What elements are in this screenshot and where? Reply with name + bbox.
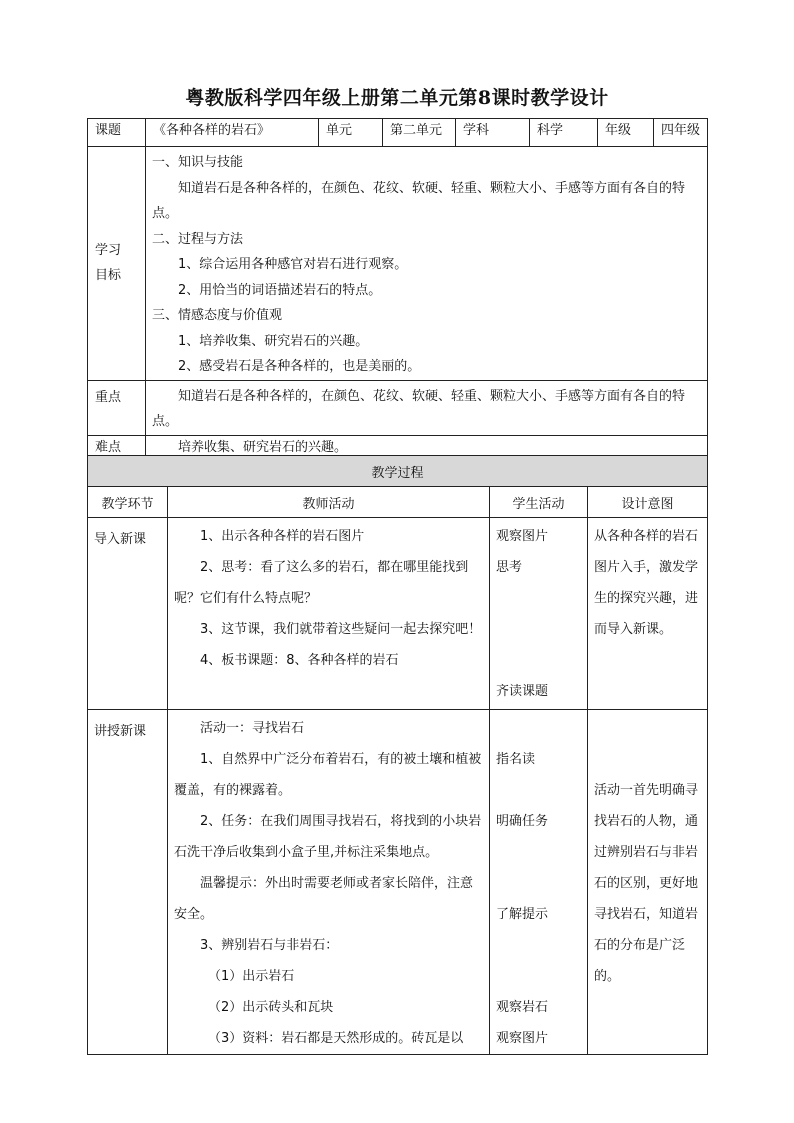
- objective-section-2-item-2: 2、用恰当的词语描述岩石的特点。: [178, 282, 382, 298]
- objective-section-3-title: 三、情感态度与价值观: [152, 308, 283, 323]
- key-point-row: [88, 380, 708, 435]
- teach-teacher-2: 2、任务：在我们周围寻找岩石，将找到的小块岩石洗干净后收集到小盒子里,并标注采集地点。: [174, 814, 482, 860]
- process-header-row: [88, 487, 708, 518]
- col-stage-header: 教学环节: [88, 487, 168, 518]
- key-point-text: 知道岩石是各种各样的，在颜色、花纹、软硬、轻重、颗粒大小、手感等方面有各自的特点。: [152, 388, 686, 429]
- intro-teacher-4: 4、板书课题：8、各种各样的岩石: [200, 653, 399, 668]
- teach-teacher-7: （3）资料：岩石都是天然形成的。砖瓦是以: [208, 1031, 464, 1046]
- unit-value: 第二单元: [390, 123, 443, 138]
- teach-teacher-6: （2）出示砖头和瓦块: [208, 1000, 334, 1015]
- col-student-header: 学生活动: [490, 487, 588, 518]
- teach-intent: 活动一首先明确寻找岩石的人物，通过辨别岩石与非岩石的区别，更好地寻找岩石，知道岩石的分布是广泛的。: [594, 783, 699, 984]
- objective-section-2-title: 二、过程与方法: [152, 231, 244, 247]
- difficulty-text: 培养收集、研究岩石的兴趣。: [178, 439, 348, 455]
- intro-student-3: 齐读课题: [496, 684, 549, 699]
- intro-student-1: 观察图片: [496, 529, 549, 544]
- teach-student-1: 指名读: [496, 752, 536, 767]
- teach-student-3: 了解提示: [496, 907, 549, 922]
- objective-section-3-item-2: 2、感受岩石是各种各样的，也是美丽的。: [178, 359, 421, 374]
- teach-teacher-5: （1）出示岩石: [208, 969, 295, 984]
- grade-value: 四年级: [661, 123, 701, 138]
- objective-section-2-item-1: 1、综合运用各种感官对岩石进行观察。: [178, 257, 408, 272]
- intro-row: [88, 518, 708, 710]
- difficulty-label: 难点: [95, 439, 122, 455]
- col-teacher-header: 教师活动: [168, 487, 490, 518]
- intro-stage: 导入新课: [94, 532, 147, 547]
- intro-student-2: 思考: [496, 560, 523, 575]
- teach-teacher-3: 温馨提示：外出时需要老师或者家长陪伴，注意安全。: [174, 876, 474, 922]
- teach-teacher-1: 1、自然界中广泛分布着岩石，有的被土壤和植被覆盖，有的裸露着。: [174, 752, 482, 798]
- process-title: 教学过程: [88, 456, 708, 487]
- intro-intent: 从各种各样的岩石图片入手，激发学生的探究兴趣，进而导入新课。: [594, 529, 699, 637]
- teach-teacher-0: 活动一：寻找岩石: [200, 721, 305, 736]
- intro-teacher-2: 2、思考：看了这么多的岩石，都在哪里能找到呢？它们有什么特点呢？: [174, 560, 469, 606]
- objectives-label-2: 目标: [95, 268, 122, 284]
- objective-section-1-title: 一、知识与技能: [152, 155, 244, 170]
- subject-label: 学科: [463, 123, 490, 138]
- grade-label: 年级: [605, 123, 632, 138]
- process-table: [87, 455, 708, 1055]
- intro-teacher-1: 1、出示各种各样的岩石图片: [200, 529, 365, 544]
- topic-value: 《各种各样的岩石》: [153, 123, 271, 138]
- objectives-row: [88, 147, 708, 381]
- objectives-label-1: 学习: [95, 243, 122, 259]
- objective-section-3-item-1: 1、培养收集、研究岩石的兴趣。: [178, 333, 369, 349]
- objective-section-1-text: 知道岩石是各种各样的，在颜色、花纹、软硬、轻重、颗粒大小、手感等方面有各自的特点。: [152, 180, 686, 221]
- header-row: [88, 119, 708, 147]
- key-point-label: 重点: [95, 389, 122, 405]
- intro-teacher-3: 3、这节课，我们就带着这些疑问一起去探究吧！: [200, 622, 482, 637]
- teach-stage: 讲授新课: [94, 724, 147, 739]
- teach-teacher-4: 3、辨别岩石与非岩石：: [200, 938, 339, 953]
- teach-student-4: 观察岩石: [496, 1000, 549, 1015]
- topic-label: 课题: [95, 123, 122, 138]
- teach-student-2: 明确任务: [496, 814, 549, 829]
- info-table: [87, 118, 708, 463]
- subject-value: 科学: [537, 123, 564, 138]
- document-title: 粤教版科学四年级上册第二单元第8课时教学设计: [185, 87, 609, 109]
- col-intent-header: 设计意图: [588, 487, 708, 518]
- process-title-row: [88, 456, 708, 487]
- unit-label: 单元: [326, 123, 353, 138]
- teach-row: [88, 710, 708, 1055]
- teach-student-5: 观察图片: [496, 1031, 549, 1046]
